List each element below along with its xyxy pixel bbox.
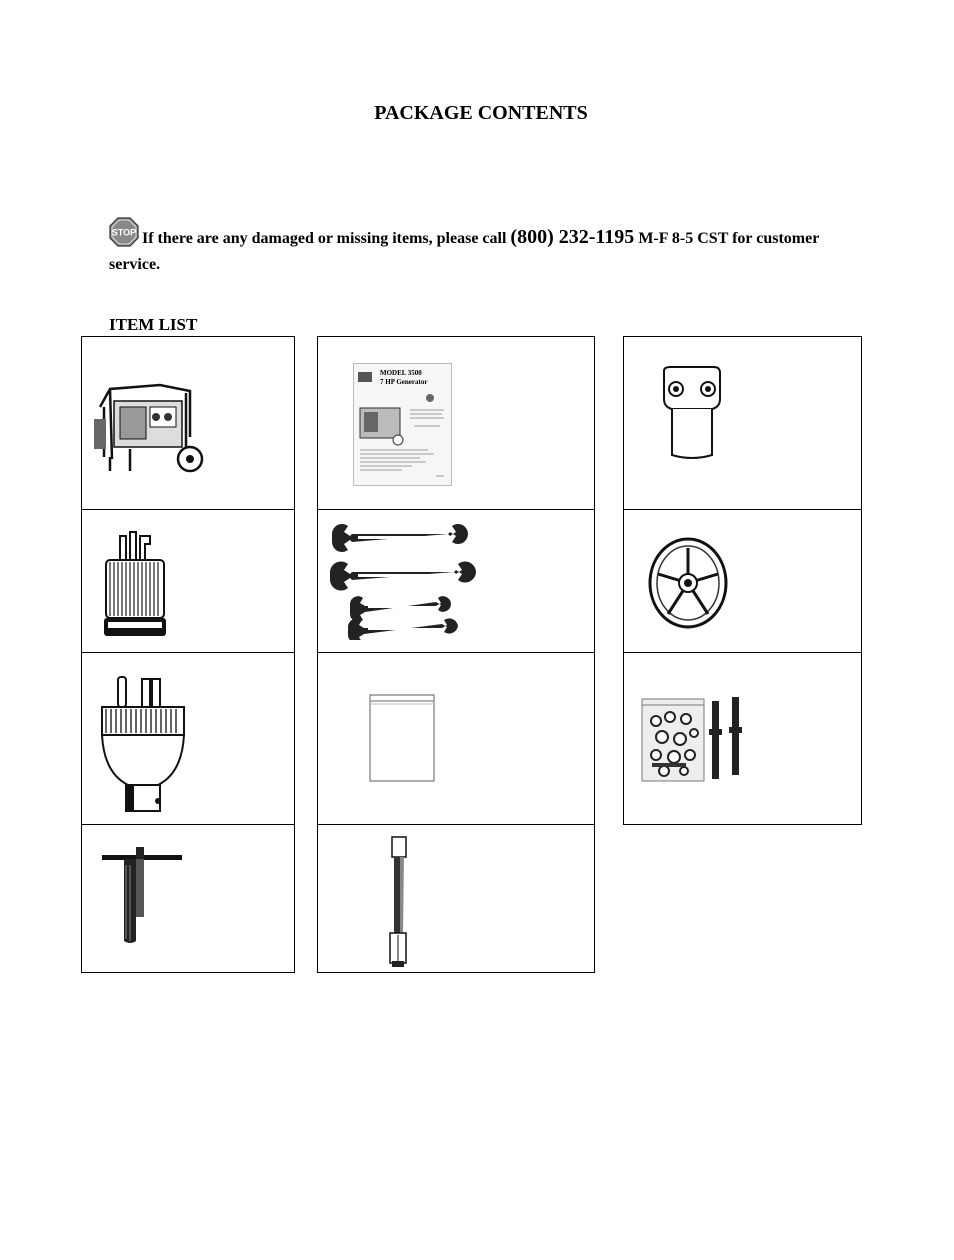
wheel-icon [646,534,732,632]
twist-lock-plug-icon [100,528,170,648]
manual-icon [353,363,452,486]
notice-text-after: M-F 8-5 CST for customer service. [109,230,820,273]
notice-text-before: If there are any damaged or missing items, please call [142,230,507,247]
item-list-heading: ITEM LIST [109,315,198,334]
wrenches-icon [328,522,488,640]
item-cell-socket [623,336,862,510]
bag-icon [366,691,438,785]
item-cell-owners-manual [317,336,595,510]
item-cell-wheel [623,509,862,653]
hardware-kit-icon [640,693,750,785]
item-cell-hardware-kit [623,652,862,825]
item-cell-bag [317,652,595,825]
manual-model: MODEL 3500 [380,369,422,377]
phone-number: (800) 232-1195 [510,226,635,248]
item-cell-generator [81,336,295,510]
item-cell-plug [81,652,295,825]
page-title: PACKAGE CONTENTS [374,102,588,124]
stop-sign-icon [109,217,139,254]
item-cell-spark-plug-wrench [81,824,295,973]
handle-icon [378,833,418,973]
plug-icon [98,673,188,823]
stop-badge-text: STOP [111,227,137,238]
spark-plug-wrench-icon [100,845,190,955]
item-cell-wrenches [317,509,595,653]
manual-subtitle: 7 HP Generator [380,378,428,386]
socket-icon [658,363,728,463]
missing-items-notice [109,217,869,276]
generator-icon [90,377,210,477]
item-cell-twist-lock-plug [81,509,295,653]
item-cell-handle [317,824,595,973]
